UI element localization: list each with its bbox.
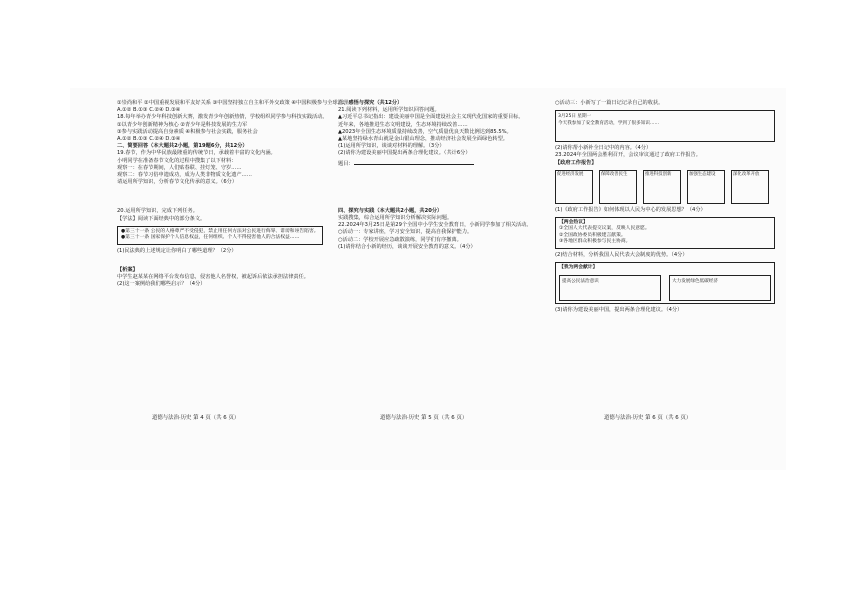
text-line: 请运用所学知识，分析春节文化传承的意义。（6分） — [117, 179, 238, 186]
report-box: 深化改革开放 — [731, 170, 769, 204]
page-footer: 道德与法治·历史 第 4 页（共 6 页） — [152, 415, 240, 421]
law-line: ③各地区群众积极参与民主协商。 — [559, 239, 631, 245]
case-text: 中学生赵某某在网络平台发布信息，侵害他人名誉权，被起诉后依法承担法律责任。 — [117, 274, 309, 281]
page-6-column — [555, 100, 775, 314]
report-box: 加强生态建设 — [687, 170, 725, 204]
plan-right[interactable]: 大力发展绿色低碳经济 — [669, 275, 771, 301]
activity-3: ○活动三：小新写了一篇日记记录自己的收获。 — [555, 100, 664, 106]
text-line: 小明同学在准备春节文化的过程中搜集了以下材料： — [117, 157, 237, 164]
two-sessions-box — [555, 217, 775, 249]
sub-question-1: (1)请你结合小新的经历，谈谈开展安全教育的意义。（4分） — [338, 243, 476, 250]
text-line: A.①② B.①③ C.②④ D.③④ — [117, 136, 181, 143]
text-line: 21.阅读下列材料，运用所学知识回答问题。 — [338, 107, 440, 114]
law-article: ●第三十一条 公民的人格尊严不受侵犯，禁止用任何方法对公民进行侮辱、诽谤和诬告陷害。 — [121, 228, 319, 234]
law-line: ②全国政协委员积极建言献策。 — [559, 232, 626, 238]
sub-question-2: (2)请你帮小新补全日记中的内容。（4分） — [555, 145, 652, 152]
sub-question-1: (1)民法典的上述规定让你明白了哪些道理？（2分） — [117, 247, 237, 254]
report-title: 【政府工作报告】 — [555, 159, 597, 166]
section-heading: 三、感悟与探究（共12分） — [338, 100, 403, 106]
text-line: 观察二：春节习俗申遗成功，成为人类非物质文化遗产…… — [117, 172, 252, 179]
report-boxes — [555, 170, 775, 204]
sub-question-1: (1)《政府工作报告》如何体现以人民为中心的发展思想？（4分） — [555, 206, 706, 213]
text-line: ①以青少年创新精神为核心 ②青少年是科技发展的生力军 — [117, 121, 248, 128]
text-line: (2)请你为建设美丽中国提出两条合理化建议。（共计6分） — [338, 150, 471, 157]
law-line: ①全国人大代表提交议案，反映人民意愿。 — [559, 226, 650, 232]
question-20: 20.运用所学知识，完成下列任务。 — [117, 208, 198, 215]
plan-title: 【我为两会献计】 — [559, 264, 598, 270]
plan-box — [555, 262, 775, 304]
diary-date: 3月25日 星期一 — [558, 114, 592, 120]
diary-text: 今天我参加了安全教育活动，学到了很多知识…… — [558, 121, 660, 127]
sub-question-3: (3)请你为建设美丽中国，提出两条合理化建议。（4分） — [555, 307, 683, 314]
text-line: 观察一：在春节期间，人们贴春联、挂灯笼、守岁…… — [117, 164, 242, 171]
text-line: ③参与实践活动提高自身素质 ④积极参与社会实践，服务社会 — [117, 128, 258, 135]
diary-box — [555, 110, 775, 142]
case-title: 【析案】 — [117, 266, 138, 273]
text-line: 18.每年举办青少年科技创新大赛，激发青少年创新热情，学校组织同学参与科技实践活动。 — [117, 114, 328, 121]
text-line: ▲2023年全国生态环境质量持续改善，空气质量优良天数比例达到85.5%。 — [338, 128, 512, 135]
page-footer: 道德与法治·历史 第 6 页（共 6 页） — [604, 415, 692, 421]
law-title: 【两会热议】 — [559, 220, 588, 226]
report-box: 保障改善民生 — [599, 170, 637, 204]
report-box: 推进科技创新 — [643, 170, 681, 204]
text-line: ▲习近平总书记指出：建设美丽中国是全面建设社会主义现代化国家的重要目标。 — [338, 114, 524, 121]
text-line: (1)运用所学知识，谈谈对材料的理解。（3分） — [338, 143, 445, 150]
text-line: 实践搜集，综合运用所学知识分析解决实际问题。 — [338, 215, 453, 222]
section-heading: 二、简要回答（本大题共2小题，第19题6分，共12分） — [117, 143, 248, 150]
sub-question-2: (2)这一案例给我们哪些启示？（4分） — [117, 281, 206, 288]
text-line: ①崇尚和平 ②中国重视发展和平友好关系 ③中国坚持独立自主和平外交政策 ④中国积极参与全球治理 — [117, 100, 349, 106]
page-5-column — [338, 100, 548, 251]
question-23: 23.2024年全国两会胜利召开，会议审议通过了政府工作报告。 — [555, 152, 701, 159]
law-article: ●第三十一条 国家保护个人信息权益，任何组织、个人不得侵害他人的合法权益…… — [121, 235, 300, 241]
activity-1: ○活动一：专家讲座，学习安全知识，提高自我保护能力。 — [338, 229, 473, 236]
answer-blank[interactable]: 题目： — [338, 158, 548, 168]
text-line: 近年来，各地推进生态文明建设，生态环境持续改善…… — [338, 121, 468, 128]
law-excerpt-box — [117, 226, 323, 245]
question-22: 22.2024年3月25日是第29个全国中小学生安全教育日，小新同学参加了相关活动。 — [338, 222, 532, 229]
text-line: ▲某地坚持绿水青山就是金山银山理念，推动经济社会发展全面绿色转型。 — [338, 136, 508, 143]
text-line: A.①② B.①③ C.②④ D.③④ — [117, 107, 181, 114]
sub-question-2: (2)结合材料，分析我国人民代表大会制度的优势。（4分） — [555, 251, 688, 258]
report-box: 促进经济发展 — [555, 170, 593, 204]
section-heading: 四、探究与实践（本大题共2小题，共20分） — [338, 207, 443, 214]
plan-left[interactable]: 提高公民法治意识 — [559, 275, 661, 301]
activity-2: ○活动二：学校开展应急疏散演练，同学们有序撤离。 — [338, 236, 462, 243]
task-label: 【学法】阅读下面经典中的部分条文。 — [117, 215, 206, 222]
text-line: 19.春节，作为中华民族最隆重的传统节日，承载着丰富的文化内涵。 — [117, 150, 276, 157]
page-footer: 道德与法治·历史 第 5 页（共 6 页） — [380, 415, 468, 421]
